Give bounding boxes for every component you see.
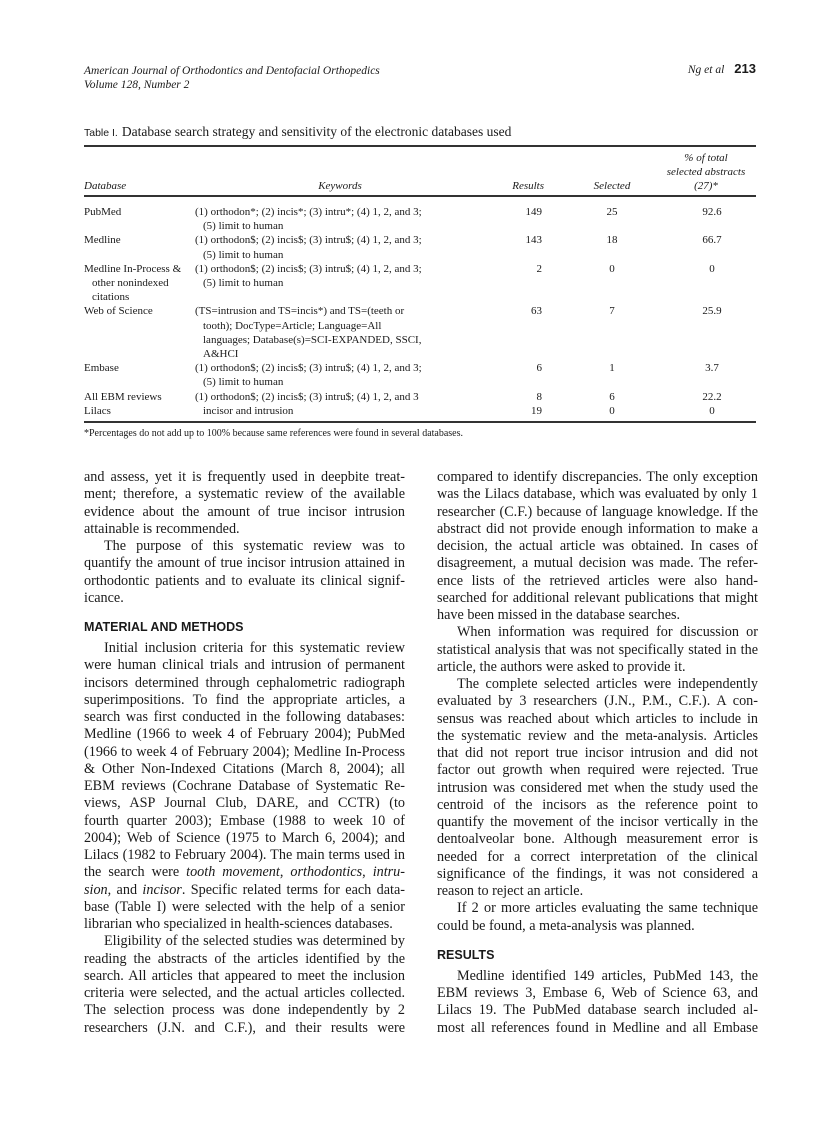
cell-pct: 3.7 <box>705 362 719 375</box>
cell-keywords-line: incisor and intrusion <box>203 404 294 417</box>
cell-selected: 25 <box>606 206 618 218</box>
text-line: have been missed in the database searches. <box>437 607 681 623</box>
text-line: ment; therefore, a systematic review of the available <box>84 486 405 503</box>
journal-name: American Journal of Orthodontics and Dentofacial Orthopedics <box>84 65 380 77</box>
text-line: librarian who specialized in health-sciences databases. <box>84 916 393 932</box>
cell-pct: 0 <box>709 404 715 417</box>
text-line: superimpositions. To find the appropriate articles, a <box>84 691 405 708</box>
col-header-selected: Selected <box>593 180 631 192</box>
paragraph <box>84 640 405 933</box>
left-column <box>84 469 405 1037</box>
text-line: intrusion was considered met when the study used the <box>437 779 758 796</box>
cell-results: 2 <box>536 262 542 275</box>
text-line: reason to reject an article. <box>437 883 584 899</box>
text-line: article, the authors were asked to provide it. <box>437 658 686 675</box>
cell-results: 8 <box>536 390 542 403</box>
text-line: base (Table I) were selected with the help of a senior <box>84 898 405 915</box>
paragraph <box>437 469 758 624</box>
text-line: Eligibility of the selected studies was determined by <box>104 933 405 950</box>
page-number: 213 <box>734 61 756 76</box>
text-line: evidence about the amount of true incisor intrusion <box>84 503 405 520</box>
cell-database-line: PubMed <box>84 206 122 218</box>
cell-keywords <box>195 262 485 290</box>
text-line: significance of the findings, it was not considered a <box>437 865 758 882</box>
italic-term: tooth movement <box>186 864 280 881</box>
italic-term: sion <box>84 881 108 898</box>
running-header-left <box>84 64 380 92</box>
table-caption <box>84 124 511 140</box>
text-line: If 2 or more articles evaluating the same technique <box>457 900 758 917</box>
cell-database-line: Lilacs <box>84 404 111 417</box>
text-line: researcher (C.F.) because of language knowledge. If the <box>437 503 758 520</box>
text-line: Lilacs (1982 to February 2004). The main terms used in <box>84 847 405 863</box>
text-line: searched for additional relevant publications that might <box>437 589 758 606</box>
text-line: fourth quarter 2003); Embase (1988 to week 10 of <box>84 812 405 829</box>
running-header-right <box>688 62 756 77</box>
text-line: The selection process was done independently by 2 <box>84 1002 405 1019</box>
journal-volume: Volume 128, Number 2 <box>84 79 190 91</box>
text-line: could be found, a meta-analysis was planned. <box>437 917 695 934</box>
cell-database <box>84 304 189 318</box>
cell-keywords-line: (1) orthodon$; (2) incis$; (3) intru$; (4) 1, 2, and 3; <box>195 262 422 275</box>
italic-term: orthodontics <box>290 864 363 881</box>
cell-pct: 22.2 <box>702 390 722 403</box>
cell-results: 149 <box>525 206 542 218</box>
text-line: the systematic review and the meta-analysis. Articles <box>437 727 758 744</box>
cell-keywords-line: (5) limit to human <box>203 220 284 233</box>
text-line: Medline (1966 to week 4 of February 2004); PubMed <box>84 726 405 743</box>
cell-keywords <box>195 205 485 233</box>
cell-keywords <box>195 390 485 404</box>
text-line: EBM reviews 3, Embase 6, Web of Science 63, and <box>437 985 758 1001</box>
text-line: ence lists of the retrieved articles were also hand- <box>437 572 758 589</box>
col-header-results: Results <box>512 180 544 192</box>
cell-keywords <box>195 361 485 389</box>
cell-keywords <box>195 233 485 261</box>
cell-keywords-line: (5) limit to human <box>203 248 284 261</box>
text-line: criteria were selected, and the actual articles collected. <box>84 985 405 1001</box>
paragraph <box>437 968 758 1037</box>
text-line: quantify the amount of true incisor intrusion attained in <box>84 555 405 572</box>
col-header-pct-line: (27)* <box>694 180 718 193</box>
cell-database-line: Web of Science <box>84 305 153 318</box>
cell-database <box>84 361 189 375</box>
italic-term: incisor <box>142 881 182 898</box>
cell-selected: 0 <box>609 404 615 417</box>
paragraph <box>84 933 405 1037</box>
cell-database <box>84 205 189 219</box>
cell-keywords-line: (1) orthodon$; (2) incis$; (3) intru$; (4) 1, 2, and 3; <box>195 362 422 375</box>
text-line: decision, the actual article was obtained. In cases of <box>437 538 758 554</box>
cell-keywords-line: (TS=intrusion and TS=incis*) and TS=(teeth or <box>195 305 405 318</box>
cell-pct: 0 <box>709 262 715 275</box>
text-line: disagreement, a mutual decision was made. The refer- <box>437 555 758 572</box>
cell-selected: 7 <box>609 305 615 318</box>
text-line: and assess, yet it is frequently used in deepbite treat- <box>84 469 405 485</box>
text-line: centroid of the incisors as the reference point to <box>437 796 758 813</box>
cell-database <box>84 233 189 247</box>
cell-selected: 6 <box>609 390 615 403</box>
paragraph <box>437 900 758 935</box>
cell-keywords-line: languages; Database(s)=SCI-EXPANDED, SSCI, <box>203 333 422 346</box>
text-span: , <box>362 864 373 881</box>
col-header-pct-line: % of total <box>684 152 728 164</box>
cell-keywords-line: (1) orthodon$; (2) incis$; (3) intru$; (4) 1, 2, and 3; <box>195 234 422 247</box>
text-line: factor out growth when required were rejected. True <box>437 762 758 779</box>
text-span: , and <box>107 881 143 898</box>
table-header <box>84 151 756 193</box>
text-line: evaluated by 3 researchers (J.N., P.M., C.F.). A con- <box>437 693 758 710</box>
text-line: needed for a correct interpretation of the clinical <box>437 848 758 865</box>
text-line: were human clinical trials and intrusion of permanent <box>84 657 405 674</box>
cell-keywords <box>195 304 485 361</box>
text-span: . Specific related terms for each data- <box>181 881 405 898</box>
cell-database <box>84 390 189 404</box>
paragraph <box>84 538 405 607</box>
text-line: 2004); Web of Science (1975 to March 6, 2004); and <box>84 829 405 846</box>
text-line: The purpose of this systematic review was to <box>104 538 405 554</box>
cell-database-line: other nonindexed <box>92 277 169 289</box>
text-line: incisors determined through cephalometric radiograph <box>84 674 405 691</box>
text-line: reading the abstracts of the articles identified by the <box>84 950 405 967</box>
text-line: EBM reviews (Cochrane Database of Systematic Re- <box>84 778 405 794</box>
cell-database <box>84 262 189 305</box>
right-column <box>437 469 758 1037</box>
section-heading: MATERIAL AND METHODS <box>84 620 244 634</box>
table-footnote: *Percentages do not add up to 100% because same references were found in several databases. <box>84 428 464 439</box>
text-line: researchers (J.N. and C.F.), and their results were <box>84 1019 405 1036</box>
cell-keywords <box>195 404 485 418</box>
text-line: & Other Non-Indexed Citations (March 8, 2004); all <box>84 760 405 777</box>
text-span: the search were <box>84 864 187 881</box>
paragraph <box>437 624 758 676</box>
text-line: search. All articles that appeared to meet the inclusion <box>84 967 405 984</box>
cell-database-line: citations <box>92 291 130 304</box>
cell-selected: 18 <box>606 234 618 247</box>
cell-keywords-line: A&HCI <box>203 348 239 360</box>
text-line: statistical analysis that was not specifically stated in the <box>437 641 758 658</box>
cell-keywords-line: (5) limit to human <box>203 376 284 389</box>
cell-pct: 66.7 <box>702 234 722 247</box>
cell-keywords-line: (1) orthodon*; (2) incis*; (3) intru*; (4) 1, 2, and 3; <box>195 206 422 218</box>
cell-results: 6 <box>536 362 542 375</box>
cell-results: 143 <box>525 234 542 247</box>
text-line <box>84 864 405 881</box>
cell-keywords-line: (1) orthodon$; (2) incis$; (3) intru$; (4) 1, 2, and 3 <box>195 390 419 403</box>
text-line: Lilacs 19. The PubMed database search included al- <box>437 1002 758 1019</box>
text-line: The complete selected articles were independently <box>457 676 758 692</box>
text-line: abstract did not provide enough information to make a <box>437 520 758 537</box>
text-line: attainable is recommended. <box>84 520 240 537</box>
col-header-database: Database <box>84 180 127 192</box>
section-heading: RESULTS <box>437 947 495 962</box>
cell-database-line: Medline <box>84 234 121 247</box>
text-line <box>84 882 405 899</box>
text-line: orthodontic patients and to evaluate its clinical signif- <box>84 572 405 589</box>
cell-pct: 25.9 <box>702 305 722 318</box>
cell-pct: 92.6 <box>702 206 722 218</box>
cell-results: 19 <box>531 404 542 417</box>
cell-database-line: All EBM reviews <box>84 390 162 403</box>
col-header-pct-line: selected abstracts <box>666 166 746 179</box>
authors: Ng et al <box>687 64 725 76</box>
table-caption-text: Database search strategy and sensitivity of the electronic databases used <box>121 124 512 139</box>
paragraph <box>437 676 758 900</box>
col-header-pct <box>654 151 758 194</box>
text-line: Medline identified 149 articles, PubMed 143, the <box>457 967 758 984</box>
text-line: views, ASP Journal Club, DARE, and CCTR) (to <box>84 795 405 812</box>
cell-selected: 0 <box>609 262 615 275</box>
text-line: sensus was reached about which articles to include in <box>437 710 758 727</box>
italic-term: intru- <box>372 864 405 881</box>
text-span: , <box>279 864 291 881</box>
text-line: Initial inclusion criteria for this systematic review <box>104 640 405 656</box>
cell-database <box>84 404 189 418</box>
cell-keywords-line: tooth); DocType=Article; Language=All <box>203 319 382 332</box>
text-line: quantify the movement of the incisor vertically in the <box>437 814 758 830</box>
cell-database-line: Embase <box>84 362 119 375</box>
text-line: compared to identify discrepancies. The only exception <box>437 469 758 485</box>
table-bottom-rule <box>84 421 756 423</box>
cell-results: 63 <box>531 305 542 318</box>
text-line: most all references found in Medline and all Embase <box>437 1019 758 1036</box>
text-line: icance. <box>84 589 124 606</box>
text-line: was the Lilacs database, which was evaluated by only 1 <box>437 486 758 503</box>
cell-keywords-line: (5) limit to human <box>203 277 284 289</box>
cell-database-line: Medline In-Process & <box>84 262 182 275</box>
table-header-rule <box>84 195 756 197</box>
cell-selected: 1 <box>609 362 615 375</box>
text-line: (1966 to week 4 of February 2004); Medline In-Process <box>84 743 405 760</box>
text-line: When information was required for discussion or <box>457 624 758 641</box>
col-header-keywords: Keywords <box>318 180 362 192</box>
text-line: dentoalveolar bone. Although measurement error is <box>437 831 758 848</box>
text-line: search was first conducted in the following databases: <box>84 709 405 725</box>
paragraph <box>84 469 405 538</box>
table-label: Table I. <box>84 127 118 139</box>
table-top-rule <box>84 145 756 147</box>
text-line: that did not report true incisor intrusion and did not <box>437 745 758 761</box>
